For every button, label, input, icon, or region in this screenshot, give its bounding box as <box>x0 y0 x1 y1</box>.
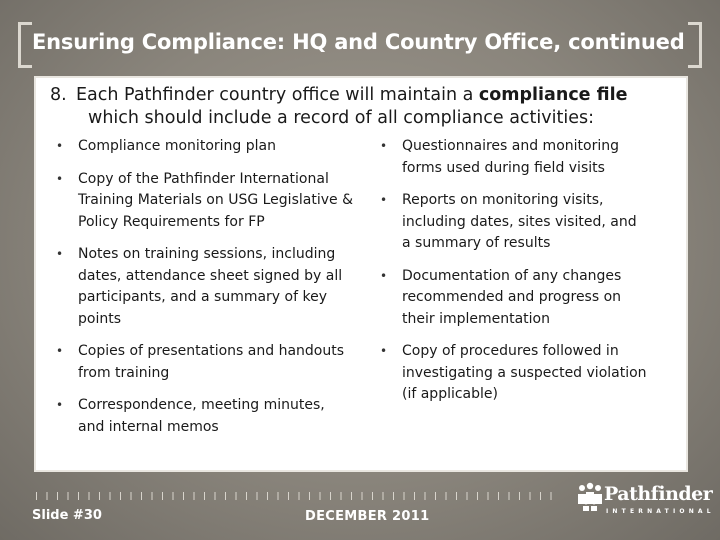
bullet-icon: • <box>380 139 388 153</box>
list-item: • Copies of presentations and handouts from training <box>56 343 344 381</box>
right-bullet-list <box>378 136 648 417</box>
list-item: • Correspondence, meeting minutes, and internal memos <box>56 397 325 435</box>
content-panel <box>36 78 686 470</box>
logo-wordmark: Pathfinder <box>604 483 713 505</box>
bullet-icon: • <box>380 193 388 207</box>
bullet-icon: • <box>56 344 64 358</box>
slide-footer <box>0 480 720 540</box>
title-bracket-right <box>688 22 702 68</box>
lead-bold-term: compliance file <box>478 85 628 105</box>
lead-paragraph <box>50 84 670 130</box>
footer-tick-ruler <box>36 492 556 500</box>
list-item: • Notes on training sessions, including dates, attendance sheet signed by all participants, and a summary of key points <box>56 246 343 327</box>
bullet-icon: • <box>56 247 64 261</box>
pathfinder-people-logo-icon <box>576 482 604 512</box>
bullet-icon: • <box>56 139 64 153</box>
lead-number: 8. <box>50 85 67 105</box>
lead-text: Each Pathfinder country office will maintain a <box>76 85 479 105</box>
title-bracket-left <box>18 22 32 68</box>
list-item: • Questionnaires and monitoring forms used during field visits <box>380 138 619 176</box>
left-bullet-list <box>54 136 354 449</box>
list-item: • Compliance monitoring plan <box>54 136 354 158</box>
pathfinder-logo <box>576 482 715 522</box>
logo-subtitle: INTERNATIONAL <box>606 508 715 515</box>
bullet-icon: • <box>380 344 388 358</box>
bullet-icon: • <box>56 398 64 412</box>
slide-title: Ensuring Compliance: HQ and Country Office, continued <box>32 30 685 54</box>
lead-continuation: which should include a record of all compliance activities: <box>88 108 595 128</box>
list-item: • Copy of the Pathfinder International Training Materials on USG Legislative & Policy Requirements for FP <box>56 170 353 230</box>
list-item: • Documentation of any changes recommended and progress on their implementation <box>380 267 622 327</box>
slide-date: DECEMBER 2011 <box>305 509 430 524</box>
list-item: • Reports on monitoring visits, including dates, sites visited, and a summary of results <box>380 192 637 251</box>
bullet-icon: • <box>56 171 64 186</box>
list-item: • Copy of procedures followed in investigating a suspected violation (if applicable) <box>380 343 647 402</box>
slide-number: Slide #30 <box>32 508 102 523</box>
bullet-icon: • <box>380 268 388 283</box>
